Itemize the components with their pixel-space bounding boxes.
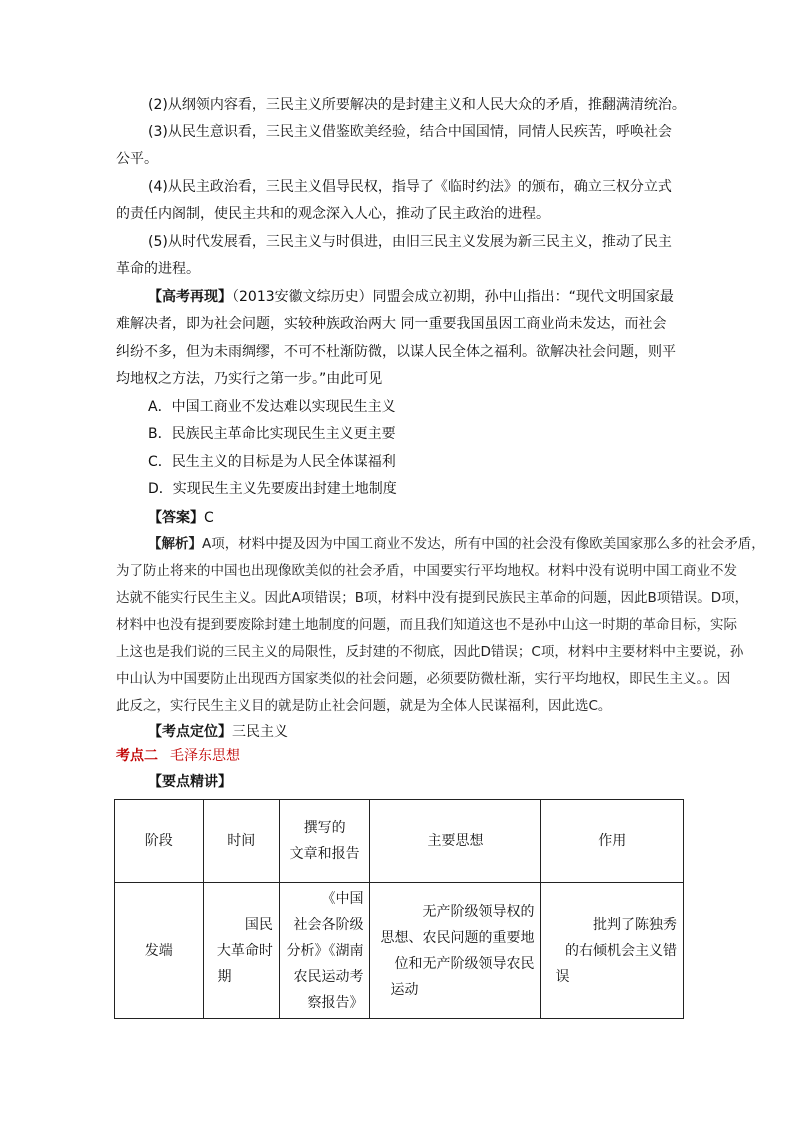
analysis-line-1 xyxy=(148,531,765,557)
option-b: B．民族民主革命比实现民生主义更主要 xyxy=(148,426,396,442)
analysis-line-2: 为了防止将来的中国也出现像欧美似的社会矛盾，中国要实行平均地权。材料中没有说明中国工商业不发 xyxy=(116,563,737,579)
paragraph-3-cont: 公平。 xyxy=(116,151,158,167)
section-title: 毛泽东思想 xyxy=(170,748,240,764)
cell-articles-line-1: 《中国 xyxy=(321,890,364,907)
analysis-line-4: 材料中也没有提到要废除封建土地制度的问题，而且我们知道这也不是孙中山这一时期的革命目标，实际 xyxy=(116,617,737,633)
answer-line xyxy=(148,505,214,531)
cell-articles-line-5: 察报告》 xyxy=(307,994,364,1011)
analysis-line-5: 上这也是我们说的三民主义的局限性，反封建的不彻底，因此D错误；C项，材料中主要材料中主要说，孙 xyxy=(116,644,744,660)
paragraph-4-cont: 的责任内阁制，使民主共和的观念深入人心，推动了民主政治的进程。 xyxy=(116,206,550,222)
kaodian-value: 三民主义 xyxy=(232,724,288,740)
paragraph-5-cont: 革命的进程。 xyxy=(116,261,200,277)
analysis-line-6: 中山认为中国要防止出现西方国家类似的社会问题，必须要防微杜渐，实行平均地权，即民生主义。。因 xyxy=(116,671,731,687)
cell-time-line-2: 大革命时 xyxy=(216,942,273,959)
table-row xyxy=(115,883,684,1019)
kaodian-label: 【考点定位】 xyxy=(148,724,232,740)
paragraph-3: (3)从民生意识看，三民主义借鉴欧美经验，结合中国国情，同情人民疾苦，呼唤社会 xyxy=(148,124,672,140)
cell-effect-line-1: 批判了陈独秀 xyxy=(593,916,677,933)
cell-effect-line-3: 误 xyxy=(555,968,570,985)
table-header-row xyxy=(115,800,684,883)
question-line-2: 难解决者，即为社会问题，实较种族政治两大 同一重要我国虽因工商业尚未发达，而社会 xyxy=(116,316,667,332)
header-time: 时间 xyxy=(203,800,279,883)
cell-effect-line-2: 的右倾机会主义错 xyxy=(565,942,677,959)
header-articles-line-2: 文章和报告 xyxy=(289,846,360,862)
cell-articles-line-4: 农民运动考 xyxy=(293,968,364,985)
header-ideas: 主要思想 xyxy=(370,800,541,883)
cell-articles xyxy=(279,883,370,1019)
option-a: A．中国工商业不发达难以实现民生主义 xyxy=(148,399,396,415)
paragraph-2: (2)从纲领内容看，三民主义所要解决的是封建主义和人民大众的矛盾，推翻满清统治。 xyxy=(148,97,686,113)
cell-ideas-line-1: 无产阶级领导权的 xyxy=(422,903,535,920)
cell-articles-line-3: 分析》《湖南 xyxy=(286,942,364,959)
analysis-label: 【解析】 xyxy=(148,536,202,552)
cell-ideas-line-2: 思想、农民问题的重要地 xyxy=(380,929,535,946)
header-effect: 作用 xyxy=(541,800,684,883)
header-articles-line-1: 撰写的 xyxy=(303,820,346,836)
answer-label: 【答案】 xyxy=(148,510,204,526)
question-line-3: 纠纷不多，但为未雨绸缪，不可不杜渐防微，以谋人民全体之福利。欲解决社会问题，则平 xyxy=(116,344,676,360)
question-line-4: 均地权之方法，乃实行之第一步。”由此可见 xyxy=(116,371,383,387)
cell-ideas-line-4: 运动 xyxy=(390,981,419,998)
header-stage: 阶段 xyxy=(115,800,204,883)
cell-articles-line-2: 社会各阶级 xyxy=(293,916,364,933)
analysis-text-1: A项，材料中提及因为中国工商业不发达，所有中国的社会没有像欧美国家那么多的社会矛盾， xyxy=(202,536,765,552)
cell-time-line-1: 国民 xyxy=(244,916,273,933)
option-d: D．实现民生主义先要废出封建土地制度 xyxy=(148,481,397,497)
kaodian-line xyxy=(148,719,288,745)
question-label: 【高考再现】 xyxy=(148,289,232,305)
paragraph-5: (5)从时代发展看，三民主义与时俱进，由旧三民主义发展为新三民主义，推动了民主 xyxy=(148,234,672,250)
answer-value: C xyxy=(204,510,214,526)
cell-effect xyxy=(541,883,684,1019)
section-heading xyxy=(116,745,240,765)
cell-ideas xyxy=(370,883,541,1019)
key-points-table xyxy=(114,799,684,1019)
analysis-line-3: 达就不能实行民生主义。因此A项错误；B项，材料中没有提到民族民主革命的问题，因此B项错误。D项， xyxy=(116,590,749,606)
paragraph-4: (4)从民主政治看，三民主义倡导民权，指导了《临时约法》的颁布，确立三权分立式 xyxy=(148,179,672,195)
analysis-line-7: 此反之，实行民生主义目的就是防止社会问题，就是为全体人民谋福利，因此选C。 xyxy=(116,698,612,714)
cell-stage: 发端 xyxy=(115,883,204,1019)
section-subheading: 【要点精讲】 xyxy=(148,774,232,790)
question-text-1: （2013安徽文综历史）同盟会成立初期，孙中山指出：“现代文明国家最 xyxy=(232,289,674,305)
cell-time xyxy=(203,883,279,1019)
cell-ideas-line-3: 位和无产阶级领导农民 xyxy=(394,955,535,972)
cell-time-line-3: 期 xyxy=(217,968,232,985)
section-number: 考点二 xyxy=(116,748,158,764)
question-line-1 xyxy=(148,284,674,310)
option-c: C．民生主义的目标是为人民全体谋福利 xyxy=(148,454,396,470)
header-articles xyxy=(279,800,370,883)
